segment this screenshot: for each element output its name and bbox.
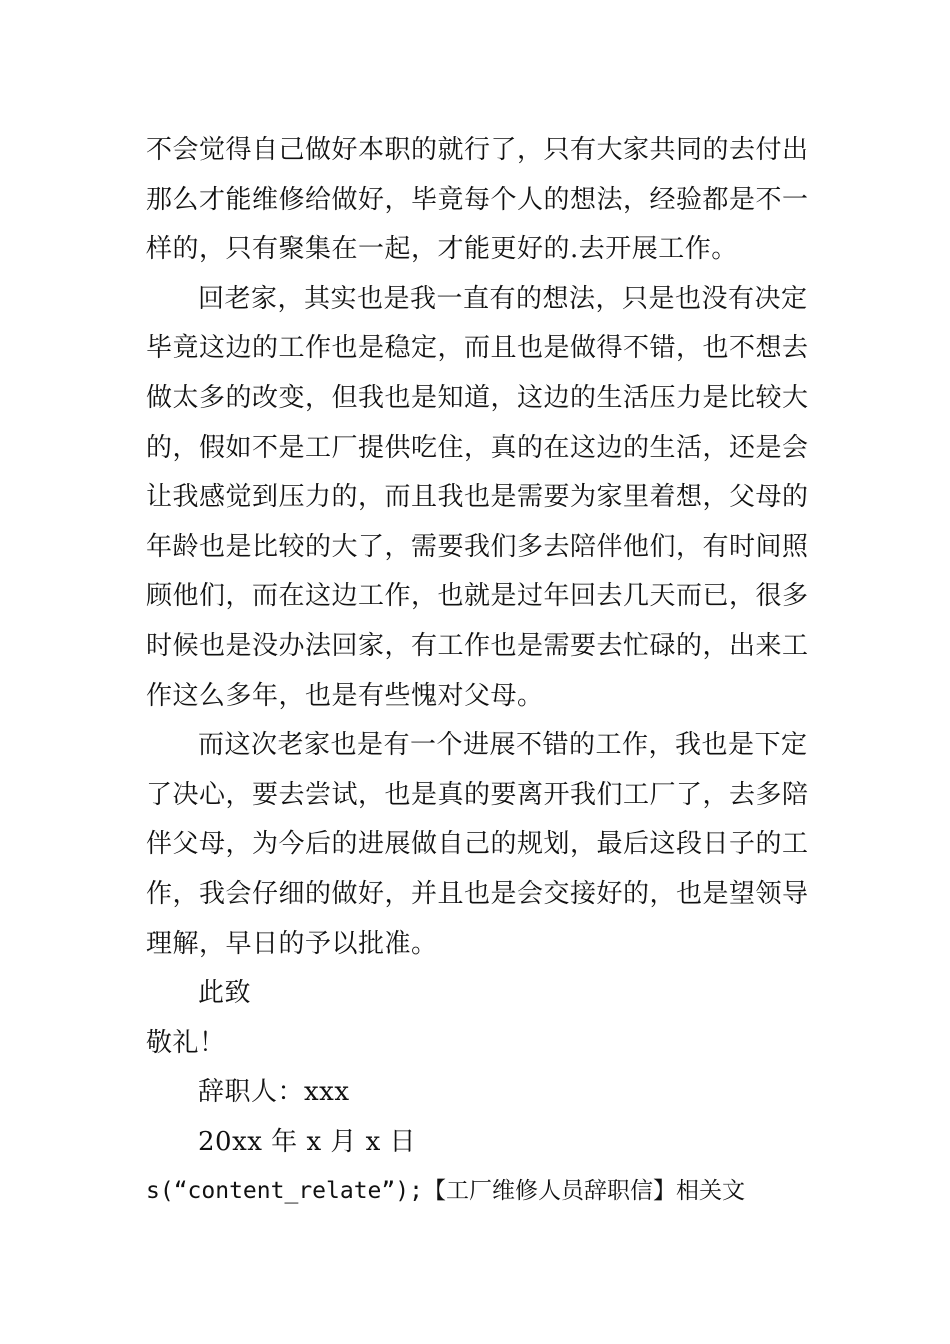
text-line: 的，假如不是工厂提供吃住，真的在这边的生活，还是会 [146,432,809,463]
text-line: 年龄也是比较的大了，需要我们多去陪伴他们，有时间照 [146,531,809,562]
text-line: 理解，早日的予以批准。 [146,928,438,959]
signature-line: 辞职人：xxx [198,1077,350,1108]
related-articles-line: s(“content_relate”);【工厂维修人员辞职信】相关文 [146,1178,745,1205]
paragraph-start-line: 而这次老家也是有一个进展不错的工作，我也是下定 [198,730,808,761]
text-line: 样的，只有聚集在一起，才能更好的.去开展工作。 [146,234,738,265]
date-line: 20xx 年 x 月 x 日 [198,1126,417,1157]
text-line: 时候也是没办法回家，有工作也是需要去忙碌的，出来工 [146,630,809,661]
text-line: 作，我会仔细的做好，并且也是会交接好的，也是望领导 [146,878,809,909]
text-line: 作这么多年，也是有些愧对父母。 [146,680,544,711]
text-line: 让我感觉到压力的，而且我也是需要为家里着想，父母的 [146,482,809,513]
closing-regards: 敬礼！ [146,1027,226,1058]
text-line: 不会觉得自己做好本职的就行了，只有大家共同的去付出 [146,135,809,165]
text-line: 毕竟这边的工作也是稳定，而且也是做得不错，也不想去 [146,333,809,364]
text-line: 那么才能维修给做好，毕竟每个人的想法，经验都是不一 [146,184,809,215]
text-line: 伴父母，为今后的进展做自己的规划，最后这段日子的工 [146,829,809,860]
text-line: 做太多的改变，但我也是知道，这边的生活压力是比较大 [146,382,809,413]
paragraph-start-line: 回老家，其实也是我一直有的想法，只是也没有决定 [198,283,808,314]
closing-salutation: 此致 [198,978,252,1009]
text-line: 顾他们，而在这边工作，也就是过年回去几天而已，很多 [146,581,809,612]
text-line: 了决心，要去尝试，也是真的要离开我们工厂了，去多陪 [146,779,809,810]
letter-body [146,126,810,1217]
